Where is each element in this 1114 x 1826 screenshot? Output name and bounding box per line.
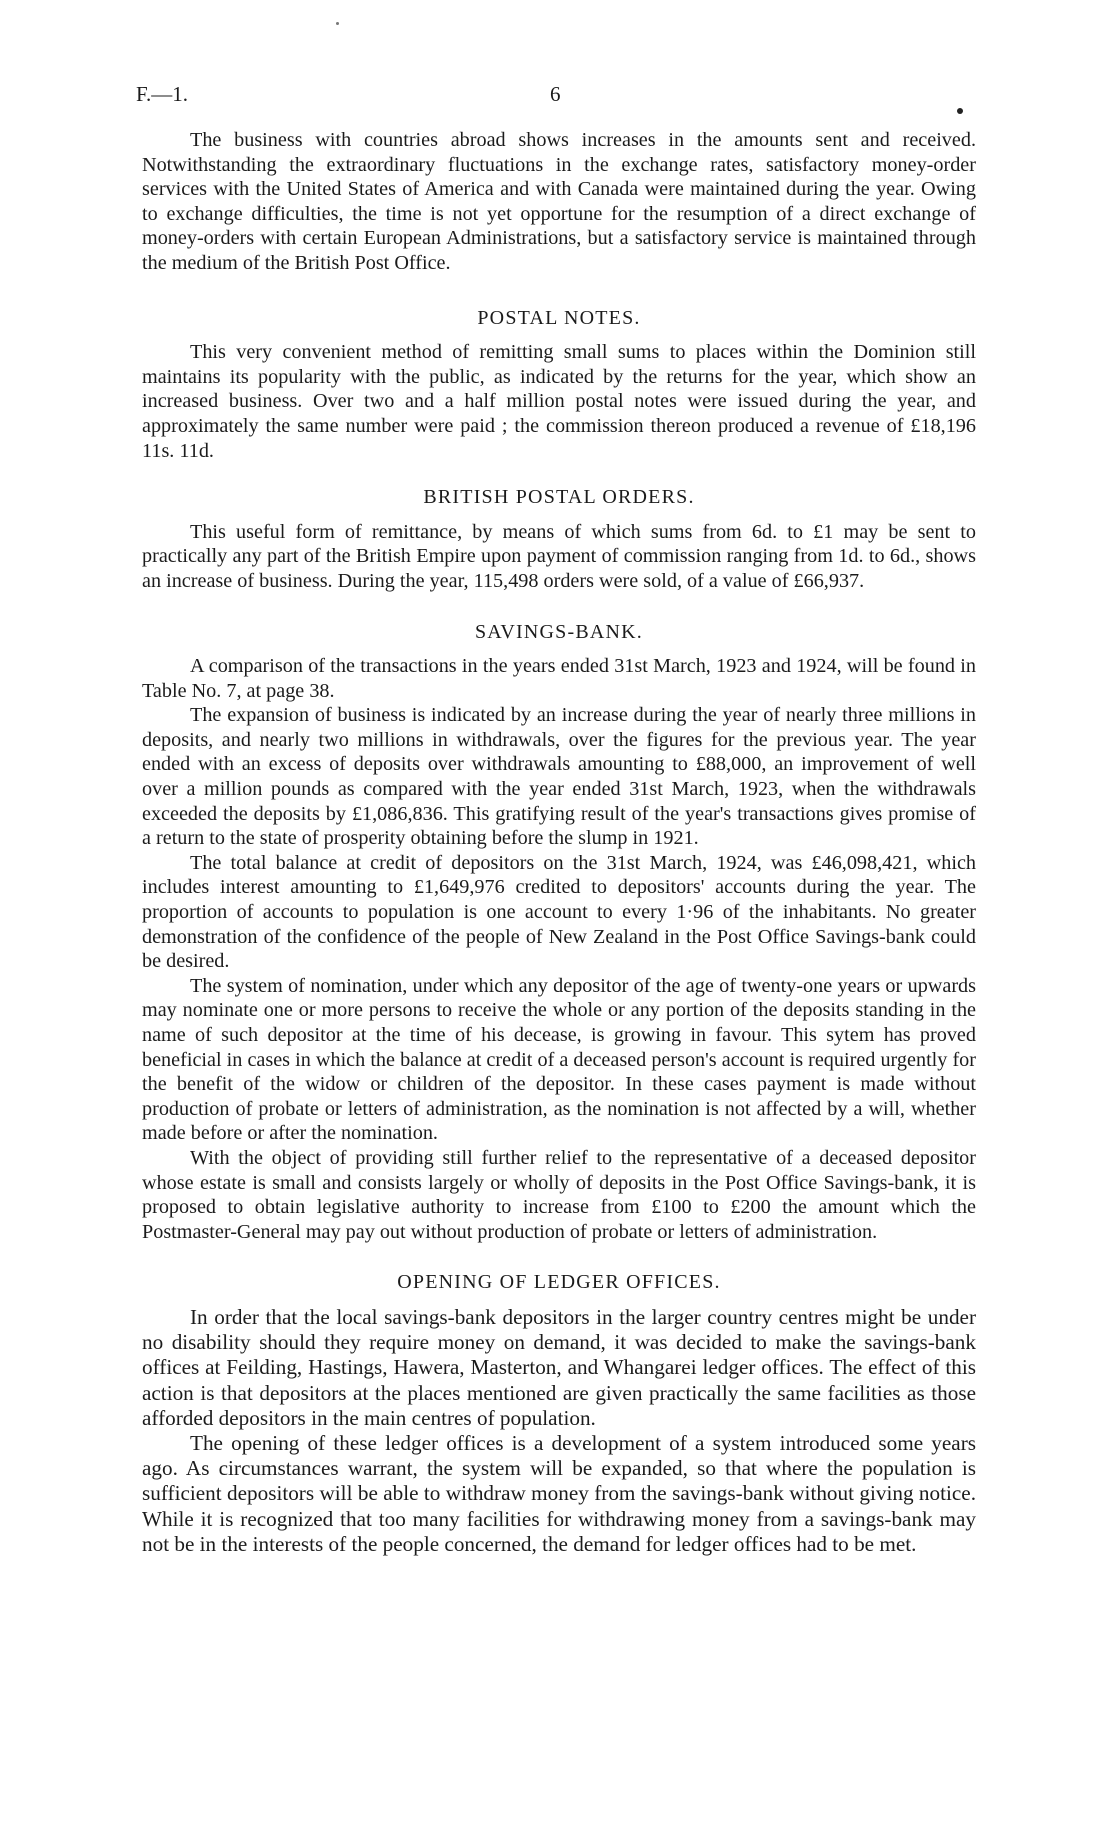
page-header <box>136 82 978 112</box>
postal-notes-heading: POSTAL NOTES. <box>477 306 641 329</box>
intro-paragraph: The business with countries abroad shows increases in the amounts sent and received. Notwithstanding the extraordinary fluctuations in the exchange rates, satisfactory money-order services with the United States of America and with Canada were maintained during the year. Owing to exchange difficulties, the time is not yet opportune for the resumption of a direct exchange of money-orders with certain European Administrations, but a satisfactory service is maintained through the medium of the British Post Office. <box>142 129 976 274</box>
ledger-offices-paragraph-1: In order that the local savings-bank depositors in the larger country centres might be under no disability should they require money on demand, it was decided to make the savings-bank offices at Feilding, Hastings, Hawera, Masterton, and Whangarei ledger offices. The effect of this action is that depositors at the places mentioned are given practically the same facilities as those afforded depositors in the main centres of population. <box>142 1304 976 1430</box>
savings-bank-paragraph-1: A comparison of the transactions in the years ended 31st March, 1923 and 1924, will be found in Table No. 7, at page 38. <box>142 655 976 702</box>
savings-bank-paragraph-4: The system of nomination, under which any depositor of the age of twenty-one years or upwards may nominate one or more persons to receive the whole or any portion of the deposits standing in the name of such depositor at the time of his decease, is growing in favour. This sytem has proved beneficial in cases in which the balance at credit of a deceased person's account is required urgently for the benefit of the widow or children of the depositor. In these cases payment is made without production of probate or letters of administration, as the nomination is not affected by a will, whether made before or after the nomination. <box>142 974 976 1145</box>
page-number: 6 <box>550 82 561 106</box>
savings-bank-paragraph-2: The expansion of business is indicated by an increase during the year of nearly three millions in deposits, and nearly two millions in withdrawals, over the figures for the previous year. The year ended with an excess of deposits over withdrawals amounting to £88,000, an improvement of well over a million pounds as compared with the year ended 31st March, 1923, when the withdrawals exceeded the deposits by £1,086,836. This gratifying result of the year's transactions gives promise of a return to the state of prosperity obtaining before the slump in 1921. <box>142 704 976 850</box>
ledger-offices-heading: OPENING OF LEDGER OFFICES. <box>397 1271 721 1294</box>
ink-speck <box>336 22 339 25</box>
page-body <box>142 128 976 1557</box>
ledger-offices-paragraph-2: The opening of these ledger offices is a development of a system introduced some years ago. As circumstances warrant, the system will be expanded, so that where the population is sufficient depositors will be able to withdraw money from the savings-bank without giving notice. While it is recognized that too many facilities for withdrawing money from a savings-bank may not be in the interests of the people concerned, the demand for ledger offices had to be met. <box>142 1430 976 1556</box>
savings-bank-heading: SAVINGS-BANK. <box>474 620 644 643</box>
postal-notes-paragraph: This very convenient method of remitting small sums to places within the Dominion still maintains its popularity with the public, as indicated by the returns for the year, which show an increased business. Over two and a half million postal notes were issued during the year, and approximately the same number were paid ; the commission thereon produced a revenue of £18,196 11s. 11d. <box>142 341 976 462</box>
british-postal-orders-paragraph: This useful form of remittance, by means of which sums from 6d. to £1 may be sent to practically any part of the British Empire upon payment of commission ranging from 1d. to 6d., shows an increase of business. During the year, 115,498 orders were sold, of a value of £66,937. <box>142 520 976 592</box>
savings-bank-paragraph-5: With the object of providing still further relief to the representative of a deceased depositor whose estate is small and consists largely or wholly of deposits in the Post Office Savings-bank, it is proposed to obtain legislative authority to increase from £100 to £200 the amount which the Postmaster-General may pay out without production of probate or letters of administration. <box>142 1146 976 1243</box>
document-reference: F.—1. <box>136 82 188 106</box>
savings-bank-paragraph-3: The total balance at credit of depositors on the 31st March, 1924, was £46,098,421, which includes interest amounting to £1,649,976 credited to depositors' accounts during the year. The proportion of accounts to population is one account to every 1·96 of the inhabitants. No greater demonstration of the confidence of the people of New Zealand in the Post Office Savings-bank could be desired. <box>142 851 976 973</box>
british-postal-orders-heading: BRITISH POSTAL ORDERS. <box>423 486 695 509</box>
